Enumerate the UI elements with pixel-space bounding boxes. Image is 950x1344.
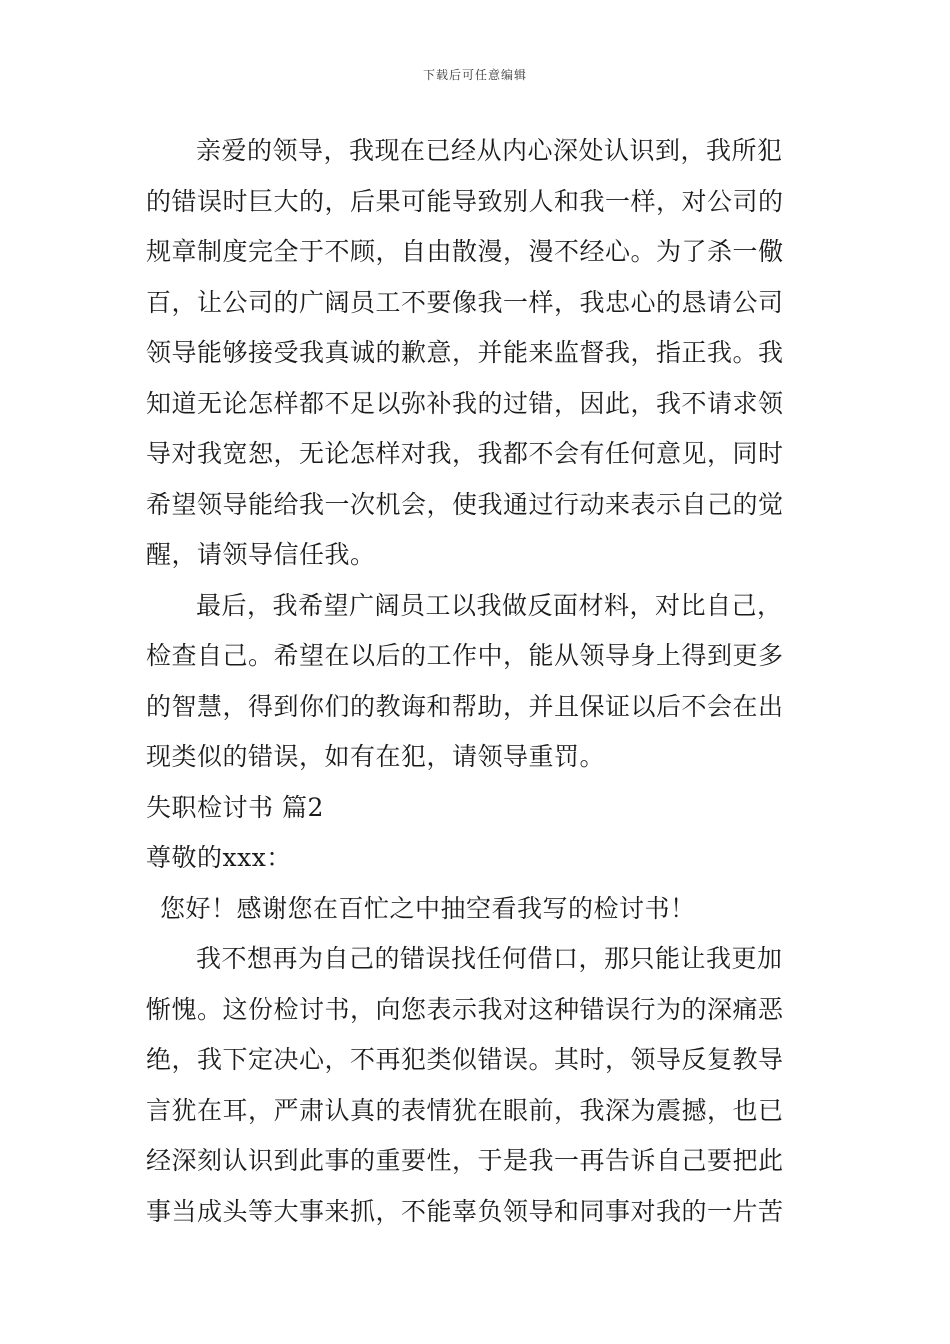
salutation: 尊敬的xxx： — [146, 843, 292, 872]
paragraph-line: 百，让公司的广阔员工不要像我一样，我忠心的恳请公司 — [146, 287, 784, 317]
document-body — [146, 126, 810, 1237]
paragraph-line: 亲爱的领导，我现在已经从内心深处认识到，我所犯 — [196, 136, 783, 165]
paragraph-line: 最后，我希望广阔员工以我做反面材料，对比自己， — [196, 590, 783, 620]
greeting-line: 您好！感谢您在百忙之中抽空看我写的检讨书！ — [160, 893, 696, 923]
paragraph-line: 的错误时巨大的，后果可能导致别人和我一样，对公司的 — [146, 186, 784, 216]
paragraph-line: 规章制度完全于不顾，自由散漫，漫不经心。为了杀一儆 — [146, 237, 784, 266]
paragraph-line: 领导能够接受我真诚的歉意，并能来监督我，指正我。我 — [146, 338, 784, 367]
paragraph-line: 醒，请领导信任我。 — [146, 540, 376, 569]
page-header: 下载后可任意编辑 — [422, 68, 527, 82]
paragraph-line: 导对我宽恕，无论怎样对我，我都不会有任何意见，同时 — [146, 439, 784, 468]
paragraph-line: 知道无论怎样都不足以弥补我的过错，因此，我不请求领 — [146, 388, 784, 418]
paragraph-line: 绝，我下定决心，不再犯类似错误。其时，领导反复教导 — [146, 1045, 784, 1074]
paragraph-line: 检查自己。希望在以后的工作中，能从领导身上得到更多 — [146, 641, 784, 670]
paragraph-line: 我不想再为自己的错误找任何借口，那只能让我更加 — [196, 944, 783, 973]
paragraph-line: 惭愧。这份检讨书，向您表示我对这种错误行为的深痛恶 — [146, 994, 784, 1024]
paragraph-line: 言犹在耳，严肃认真的表情犹在眼前，我深为震撼，也已 — [146, 1095, 784, 1125]
section-heading: 失职检讨书 篇2 — [146, 792, 324, 822]
paragraph-line: 希望领导能给我一次机会，使我通过行动来表示自己的觉 — [146, 489, 784, 519]
paragraph-line: 的智慧，得到你们的教诲和帮助，并且保证以后不会在出 — [146, 691, 784, 721]
paragraph-line: 经深刻认识到此事的重要性，于是我一再告诉自己要把此 — [146, 1146, 784, 1175]
paragraph-line: 事当成头等大事来抓，不能辜负领导和同事对我的一片苦 — [146, 1196, 784, 1226]
paragraph-line: 现类似的错误，如有在犯，请领导重罚。 — [146, 742, 606, 771]
